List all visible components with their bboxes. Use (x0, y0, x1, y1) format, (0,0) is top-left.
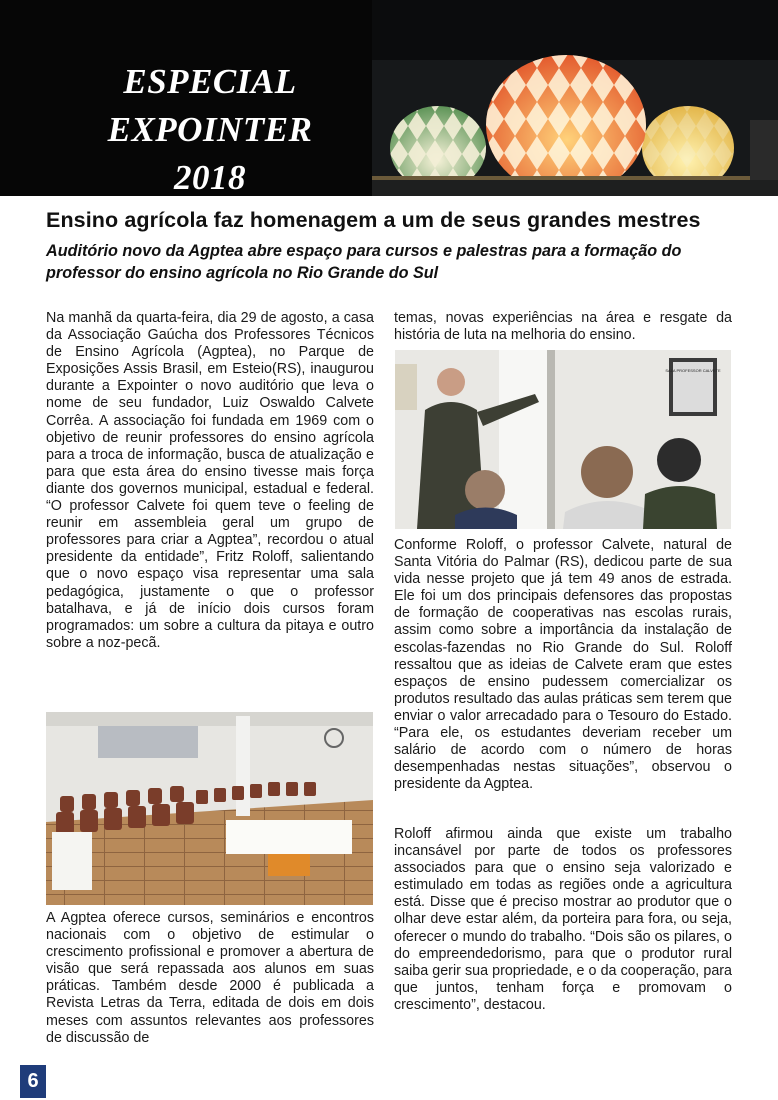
paragraph-3: Conforme Roloff, o professor Calvete, natural de Santa Vitória do Palmar (RS), dedicou parte de sua vida nesse projeto que já tem 49 anos de estrada. Ele foi um dos principais defensores das propostas de formação de cooperativas nas escolas rurais, assim como sobre a importância da instalação de escolas-fazendas no Rio Grande do Sul. Roloff ressaltou que as ideias de Calvete eram que estes espaços de ensino pudessem comercializar os produtos resultado das aulas práticas sem terem que enviar o valor arrecadado para o Tesouro do Estado. “Para ele, os estudantes deveriam receber um salário de acordo com o número de horas desempenhadas nestas situações”, observou o presidente da Agptea. (394, 537, 732, 793)
presentation-photo (395, 350, 731, 529)
banner-title (30, 58, 390, 196)
paragraph-4: Roloff afirmou ainda que existe um trabalho incansável por parte de todos os professores associados para que o ensino seja valorizado e estimulado em todas as regiões onde a agricultura está. Disse que é preciso mostrar ao produtor que o olhar deve estar além, da porteira para fora, ou seja, oferecer o mundo do trabalho. “Dois são os pilares, o do empreendedorismo, para que o produtor rural saiba gerir sua propriedade, e o da cooperação, para que juntos, tenham força e promovam o crescimento”, destacou. (394, 826, 732, 1013)
article-headline: Ensino agrícola faz homenagem a um de seus grandes mestres (46, 208, 701, 232)
plaque-text: SALA PROFESSOR CALVETE (665, 368, 721, 373)
banner-title-line1: ESPECIAL EXPOINTER (107, 62, 313, 149)
banner-title-line2: 2018 (174, 158, 246, 196)
expointer-banner (0, 0, 778, 196)
article-subheadline: Auditório novo da Agptea abre espaço para cursos e palestras para a formação do professor do ensino agrícola no Rio Grande do Sul (46, 242, 682, 282)
paragraph-2-continued: temas, novas experiências na área e resgate da história de luta na melhoria do ensino. (394, 310, 732, 344)
pavilion-domes-photo (372, 0, 778, 196)
page-number: 6 (20, 1065, 46, 1098)
paragraph-1: Na manhã da quarta-feira, dia 29 de agosto, a casa da Associação Gaúcha dos Professores Técnicos de Ensino Agrícola (Agptea), no Parque de Exposições Assis Brasil, em Esteio(RS), inaugurou durante a Expointer o novo auditório que leva o nome de seu fundador, Luiz Oswaldo Calvete Corrêa. A associação foi fundada em 1969 com o objetivo de reunir professores do ensino agrícola para a troca de informação, busca de atualização e para que esta área do ensino tivesse mais força diante dos governos municipal, estadual e federal. “O professor Calvete foi quem teve o feeling de reunir em assembleia geral um grupo de professores para criar a Agptea”, recordou o atual presidente da entidade”, Fritz Roloff, salientando que o novo espaço visa representar uma sala pedagógica, justamente o que o professor batalhava, e já de início dois cursos foram programados: um sobre a cultura da pitaya e outro sobre a noz-pecã. (46, 310, 374, 651)
auditorium-photo (46, 712, 373, 905)
paragraph-2: A Agptea oferece cursos, seminários e encontros nacionais com o objetivo de estimular o crescimento profissional e promover a abertura de visão que será repassada aos alunos em suas práticas. Também desde 2000 é publicada a Revista Letras da Terra, editada de dois em dois meses com assuntos relevantes aos professores de discussão de (46, 910, 374, 1046)
